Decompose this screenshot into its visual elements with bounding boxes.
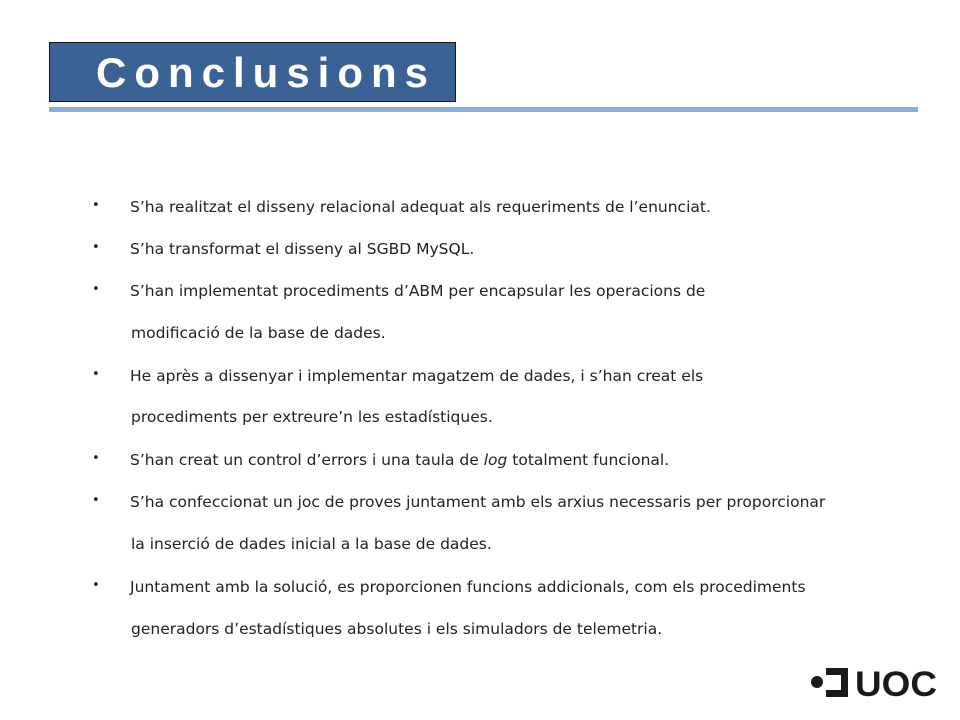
bullet-marker: •	[92, 451, 100, 466]
bullet-text: S’ha realitzat el disseny relacional adequat als requeriments de l’enunciat.	[130, 198, 711, 216]
bullet-text	[130, 450, 669, 470]
bullet-text: S’ha transformat el disseny al SGBD MySQL.	[130, 240, 475, 258]
slide-title: Conclusions	[96, 49, 437, 96]
uoc-logo	[808, 660, 938, 702]
bullet-text-part: S’han creat un control d’errors i una taula de	[130, 451, 484, 469]
bullet-marker: •	[92, 240, 100, 255]
bullet-marker: •	[92, 493, 100, 508]
bullet-text-continuation: generadors d’estadístiques absolutes i els simuladors de telemetria.	[131, 620, 663, 638]
bullet-text: He après a dissenyar i implementar magatzem de dades, i s’han creat els	[130, 367, 704, 385]
title-underline	[49, 107, 918, 112]
bullet-marker: •	[92, 578, 100, 593]
bullet-text-continuation: procediments per extreure’n les estadístiques.	[131, 408, 493, 426]
bullet-text: S’ha confeccionat un joc de proves juntament amb els arxius necessaris per proporcionar	[130, 493, 826, 511]
bullet-text-continuation: la inserció de dades inicial a la base de dades.	[131, 535, 492, 553]
bullet-text: Juntament amb la solució, es proporcionen funcions addicionals, com els procediments	[130, 578, 806, 596]
bullet-text-italic: log	[483, 451, 508, 469]
bullet-text-continuation: modificació de la base de dades.	[131, 324, 386, 342]
logo-text: UOC	[855, 665, 937, 702]
bullet-marker: •	[92, 282, 100, 297]
slide-title-box	[49, 42, 456, 102]
bullet-marker: •	[92, 367, 100, 382]
logo-dot	[811, 676, 823, 688]
bullet-text-part: totalment funcional.	[507, 451, 670, 469]
bullet-text: S’han implementat procediments d’ABM per encapsular les operacions de	[130, 282, 706, 300]
logo-bracket	[826, 668, 848, 697]
bullet-marker: •	[92, 198, 100, 213]
